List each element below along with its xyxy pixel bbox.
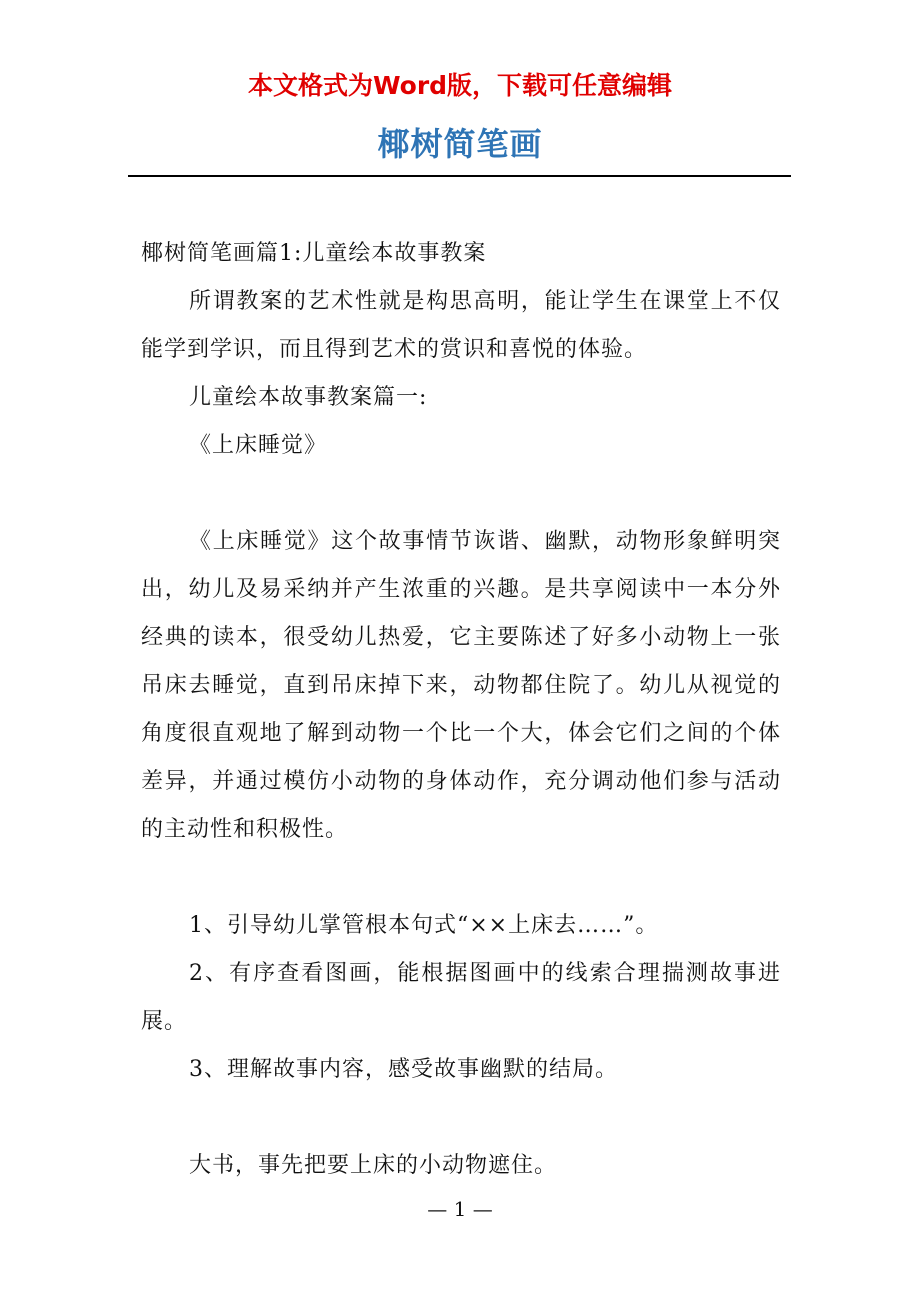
goal-item: 3、理解故事内容，感受故事幽默的结局。 xyxy=(189,1057,618,1082)
paragraph: 《上床睡觉》这个故事情节诙谐、幽默，动物形象鲜明突出，幼儿及易采纳并产生浓重的兴趣。是共享阅读中一本分外经典的读本，很受幼儿热爱，它主要陈述了好多小动物上一张吊床去睡觉，直到吊床掉下来，动物都住院了。幼儿从视觉的角度很直观地了解到动物一个比一个大，体会它们之间的个体差异，并通过模仿小动物的身体动作，充分调动他们参与活动的主动性和积极性。 xyxy=(141,529,781,842)
document-body xyxy=(141,230,781,1190)
paragraph-spacer xyxy=(141,470,781,518)
paragraph: 所谓教案的艺术性就是构思高明，能让学生在课堂上不仅能学到学识，而且得到艺术的赏识和喜悦的体验。 xyxy=(141,289,781,362)
paragraph-spacer xyxy=(141,1094,781,1142)
paragraph-spacer xyxy=(141,854,781,902)
paragraph: 大书，事先把要上床的小动物遮住。 xyxy=(189,1153,558,1178)
goal-item: 2、有序查看图画，能根据图画中的线索合理揣测故事进展。 xyxy=(141,961,781,1034)
book-title: 《上床睡觉》 xyxy=(189,433,328,458)
paragraph: 儿童绘本故事教案篇一: xyxy=(189,385,428,410)
format-notice: 本文格式为Word版，下载可任意编辑 xyxy=(247,71,673,100)
page-number: — 1 — xyxy=(427,1197,493,1221)
section-heading: 椰树简笔画篇1:儿童绘本故事教案 xyxy=(141,241,487,266)
document-title: 椰树简笔画 xyxy=(377,125,543,163)
title-divider xyxy=(128,175,791,177)
goal-item: 1、引导幼儿掌管根本句式“××上床去……”。 xyxy=(189,913,659,938)
